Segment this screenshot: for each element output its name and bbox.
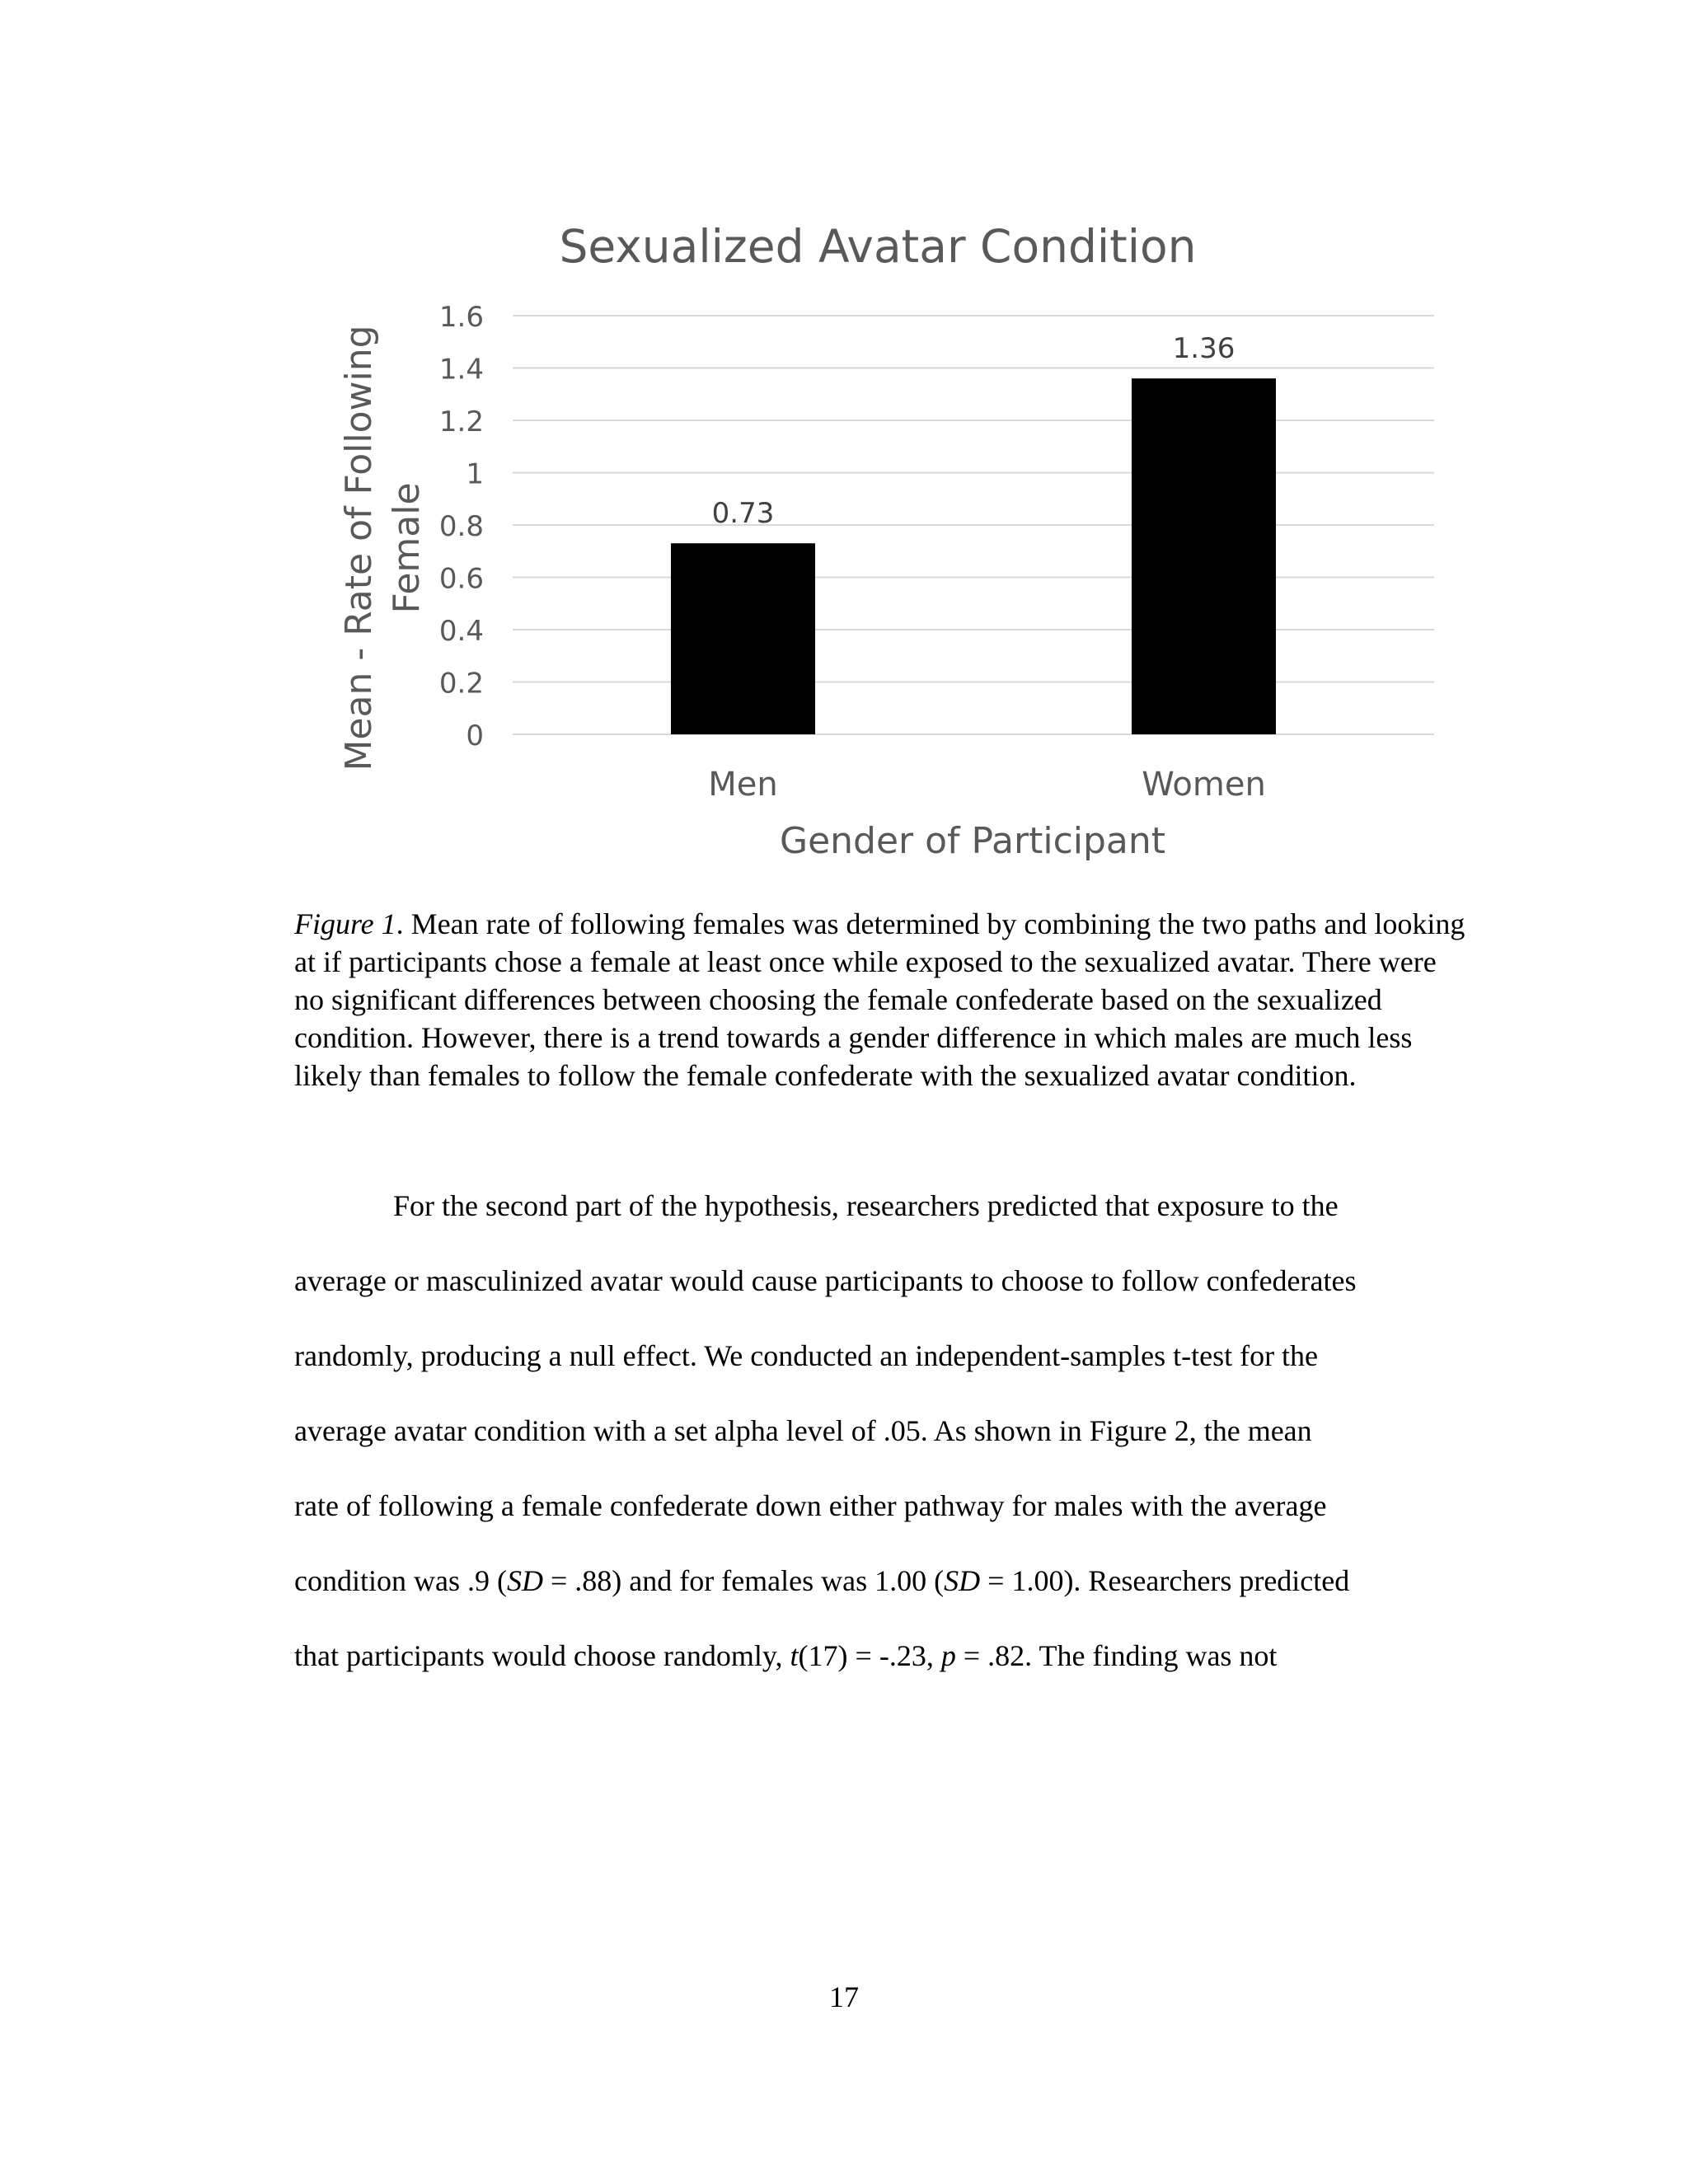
y-tick-label: 0.8: [438, 510, 484, 543]
body-line-1: For the second part of the hypothesis, researchers predicted that exposure to the: [393, 1189, 1339, 1222]
sd-symbol: SD: [506, 1564, 543, 1597]
y-tick-label: 1.4: [438, 353, 484, 387]
figure-label: Figure 1: [294, 907, 396, 940]
chart-title: Sexualized Avatar Condition: [559, 220, 1197, 273]
y-tick-labels: [439, 301, 484, 752]
figure-caption: [294, 905, 1473, 1094]
body-line-6a: condition was .9 (: [294, 1564, 507, 1597]
x-axis-label: Gender of Participant: [779, 820, 1166, 862]
y-tick-label: 1.2: [438, 405, 484, 438]
data-label: 0.73: [711, 497, 775, 531]
y-tick-label: 0.6: [438, 562, 484, 596]
y-tick-label: 0: [466, 719, 484, 752]
body-line-5: rate of following a female confederate down either pathway for males with the average: [294, 1489, 1327, 1522]
data-label: 1.36: [1172, 332, 1236, 366]
body-line-3: randomly, producing a null effect. We conducted an independent-samples t-test for the: [294, 1339, 1319, 1372]
y-tick-label: 1.6: [438, 301, 484, 334]
x-tick-label: Women: [1142, 766, 1266, 804]
body-line-7c: = .82. The finding was not: [955, 1639, 1278, 1672]
p-symbol: p: [940, 1639, 956, 1672]
body-line-7b: (17) = -.23,: [798, 1639, 941, 1672]
y-tick-label: 1: [466, 457, 484, 491]
body-line-2: average or masculinized avatar would cause participants to choose to follow confederates: [294, 1264, 1357, 1297]
caption-text: . Mean rate of following females was determined by combining the two paths and looking at if participants chose a female at least once while exposed to the sexualized avatar. There were no significant differences between choosing the female confederate based on the sexualized condition. However, there is a trend towards a gender difference in which males are much less likely than females to follow the female confederate with the sexualized avatar condition.: [294, 907, 1465, 1092]
bar-men: [671, 543, 815, 734]
y-tick-label: 0.2: [438, 667, 484, 701]
sd-symbol-2: SD: [944, 1564, 981, 1597]
y-tick-label: 0.4: [438, 615, 484, 648]
body-line-4: average avatar condition with a set alpha level of .05. As shown in Figure 2, the mean: [294, 1414, 1312, 1447]
y-axis-label-line-2: Female: [386, 482, 428, 614]
grid-lines: [513, 316, 1434, 734]
body-line-7a: that participants would choose randomly,: [294, 1639, 790, 1672]
bar-chart: [0, 0, 1688, 890]
x-tick-labels: [708, 766, 1266, 804]
bars: [671, 332, 1276, 734]
body-paragraph: [294, 1169, 1473, 1694]
bar-women: [1132, 378, 1276, 734]
t-symbol: t: [790, 1639, 799, 1672]
body-line-6b: = .88) and for females was 1.00 (: [542, 1564, 945, 1597]
y-axis-label-line-1: Mean - Rate of Following: [338, 325, 380, 771]
body-line-7: [294, 1619, 1473, 1694]
body-line-6c: = 1.00). Researchers predicted: [980, 1564, 1350, 1597]
body-line-6: [294, 1544, 1473, 1619]
page-number: 17: [829, 1980, 859, 2013]
x-tick-label: Men: [708, 766, 778, 804]
